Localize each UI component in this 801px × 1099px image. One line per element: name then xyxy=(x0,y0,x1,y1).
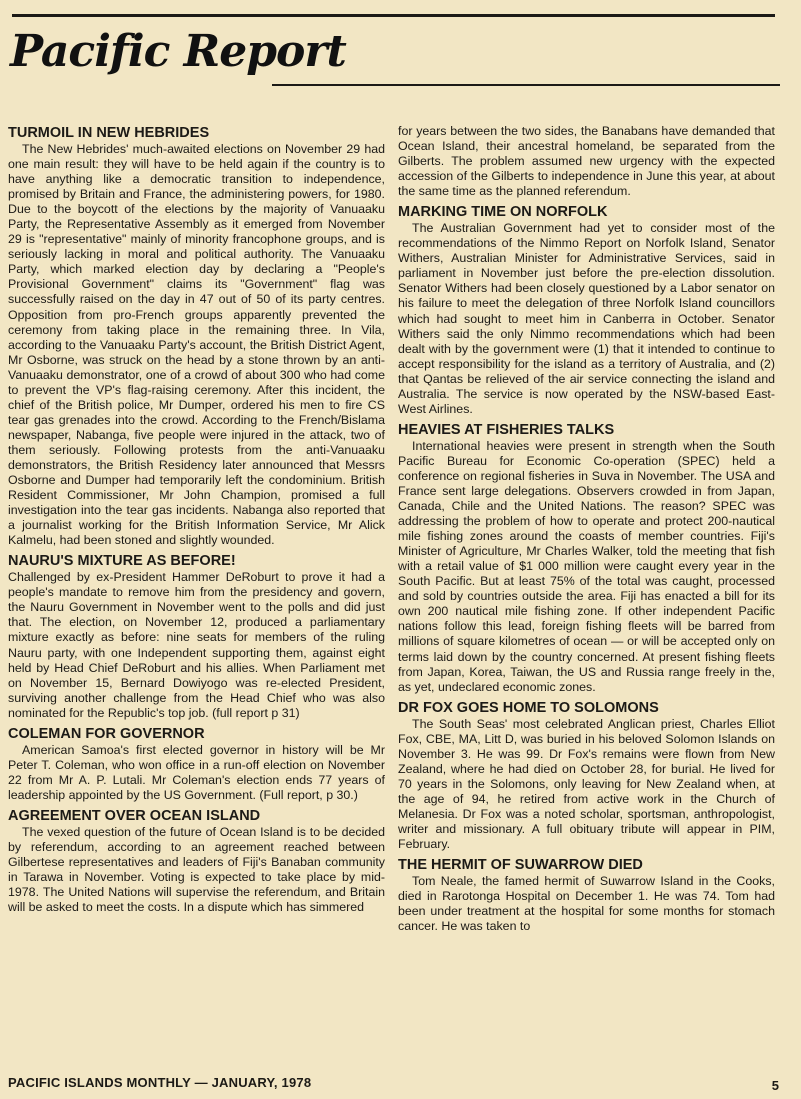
footer-publication: PACIFIC ISLANDS MONTHLY — JANUARY, 1978 xyxy=(8,1075,312,1090)
article-hermit xyxy=(398,856,775,934)
article-headline: DR FOX GOES HOME TO SOLOMONS xyxy=(398,699,659,716)
article-body: Challenged by ex-President Hammer DeRoburt to prove it had a people's mandate to remove him from the presidency and govern, the Nauru Government in November went to the polls and did just that. The election, on November 12, produced a parliamentary mixture exactly as before: nine seats for members of the ruling Nauru party, with one Independent supporting them, against eight held by Head Chief DeRoburt and his allies. When Parliament met on November 15, Bernard Dowiyogo was re-elected President, surviving another challenge from the Head Chief who was also nominated for the Republic's top job. (full report p 31) xyxy=(8,570,385,720)
article-headline: COLEMAN FOR GOVERNOR xyxy=(8,725,205,742)
left-column xyxy=(8,124,385,919)
top-rule xyxy=(12,14,775,17)
article-norfolk xyxy=(398,203,775,417)
article-ocean-island xyxy=(8,807,385,915)
article-body: The Australian Government had yet to consider most of the recommendations of the Nimmo Report on Norfolk Island, Senator Withers, Australian Minister for Administrative Services, said in parliament in November just before the pre-election dissolution. Senator Withers had been closely questioned by a Labor senator on his failure to meet the delegation of three Norfolk Island councillors which had sought to meet him in Canberra in October. Senator Withers said the only Nimmo recommendations which had been dealt with by the government were (1) that it intended to continue to accept responsibility for the island as a territory of Australia, and (2) that Qantas be relieved of the air service connecting the island and Australia. The service is now operated by the NSW-based East-West Airlines. xyxy=(398,221,775,416)
article-headline: AGREEMENT OVER OCEAN ISLAND xyxy=(8,807,261,824)
right-column xyxy=(398,124,775,938)
article-body: The vexed question of the future of Ocean Island is to be decided by referendum, according to an agreement reached between Gilbertese representatives and leaders of Fiji's Banaban community in Tarawa in November. Voting is expected to take place by mid-1978. The United Nations will supervise the referendum, and Britain will be asked to meet the costs. In a dispute which has simmered xyxy=(8,824,385,915)
article-fisheries xyxy=(398,421,775,695)
article-nauru xyxy=(8,552,385,720)
article-ocean-island-continued xyxy=(398,124,775,199)
article-headline: MARKING TIME ON NORFOLK xyxy=(398,204,608,221)
page-number: 5 xyxy=(771,1078,779,1093)
article-body: Tom Neale, the famed hermit of Suwarrow Island in the Cooks, died in Rarotonga Hospital on December 1. He was 74. Tom had been under treatment at the hospital for some months for stomach cancer. He was taken to xyxy=(398,874,775,934)
article-body: The New Hebrides' much-awaited elections on November 29 had one main result: they will have to be held again if the country is to have anything like a democratic transition to independence, promised by Britain and France, the administering powers, for 1980. Due to the boycott of the elections by the majority of Vanuaaku Party, the Representative Assembly as it emerged from November 29 is "representative" mainly of minority francophone groups, and is seriously lacking in moral and political authority. The Vanuaaku Party, which marked election day by declaring a "People's Provisional Government" claims its "Government" flag was successfully raised on the day in 47 out of 50 of its party centres. Opposition from pro-French groups apparently prevented the ceremony from taking place in the remaining three. In Vila, according to the Vanuaaku Party's account, the British District Agent, Mr Osborne, was struck on the head by a stone thrown by an anti-Vanuaaku demonstrator, one of a crowd of about 300 who had come to prevent the VP's flag-raising ceremony. After this incident, the chief of the British police, Mr Dumper, ordered his men to fire CS tear gas grenades into the crowd. According to the French/Bislama newspaper, Nabanga, five people were injured in the attack, two of them seriously. Following protests from the anti-Vanuaaku demonstrators, the British Residency later announced that Messrs Osborne and Dumper had temporarily left the condominium. British Resident Commissioner, Mr John Champion, promised a full investigation into the tear gas incidents. Nabanga also reported that a journalist working for the British Information Service, Mr Alick Kalmelu, had been stoned and slightly wounded. xyxy=(8,142,385,548)
article-new-hebrides xyxy=(8,124,385,548)
masthead xyxy=(10,26,780,98)
article-body: International heavies were present in strength when the South Pacific Bureau for Economic Co-operation (SPEC) held a conference on regional fisheries in Suva in November. The USA and France sent large delegations. Observers crowded in from Japan, Canada, Chile and the United Nations. The reason? SPEC was addressing the problem of how to operate and protect 200-nautical mile fishing zones around the coasts of member countries. Fiji's Minister of Agriculture, Mr Charles Walker, told the meeting that fish with a retail value of $1 000 million were caught every year in the South Pacific. But at least 75% of the total was caught, processed and sold by countries outside the area. Fiji has enacted a bill for its own 200 nautical mile fishing zone. If other independent Pacific nations follow this lead, foreign fishing fleets will be barred from millions of square kilometres of ocean — or will be accepted only on terms laid down by the country concerned. At present fishing fleets from Japan, Korea, Taiwan, the US and Russia range freely in the, as yet, undeclared economic zones. xyxy=(398,438,775,694)
article-body: The South Seas' most celebrated Anglican priest, Charles Elliot Fox, CBE, MA, Litt D, was buried in his beloved Solomon Islands on November 3. He was 99. Dr Fox's remains were flown from New Zealand, where he had died on October 28, for burial. He lived for 70 years in the Solomons, only leaving for New Zealand when, at the age of 94, he retired from active work in the Church of Melanesia. Dr Fox was a noted scholar, sportsman, anthropologist, writer and missionary. A full obituary tribute will appear in PIM, February. xyxy=(398,716,775,852)
article-headline: TURMOIL IN NEW HEBRIDES xyxy=(8,125,210,141)
article-headline: THE HERMIT OF SUWARROW DIED xyxy=(398,857,643,874)
masthead-logo: Pacific Report xyxy=(10,26,346,77)
article-body: for years between the two sides, the Banabans have demanded that Ocean Island, their ancestral homeland, be separated from the Gilberts. The problem assumed new urgency with the expected accession of the Gilberts to independence in June this year, at about the same time as the planned referendum. xyxy=(398,124,775,199)
article-headline: NAURU'S MIXTURE AS BEFORE! xyxy=(8,553,236,570)
article-dr-fox xyxy=(398,699,775,852)
article-body: American Samoa's first elected governor in history will be Mr Peter T. Coleman, who won office in a run-off election on November 22 from Mr A. P. Lutali. Mr Coleman's election ends 77 years of leadership appointed by the US Government. (Full report, p 30.) xyxy=(8,742,385,802)
article-coleman xyxy=(8,725,385,803)
article-headline: HEAVIES AT FISHERIES TALKS xyxy=(398,421,615,438)
masthead-rule xyxy=(272,84,780,86)
